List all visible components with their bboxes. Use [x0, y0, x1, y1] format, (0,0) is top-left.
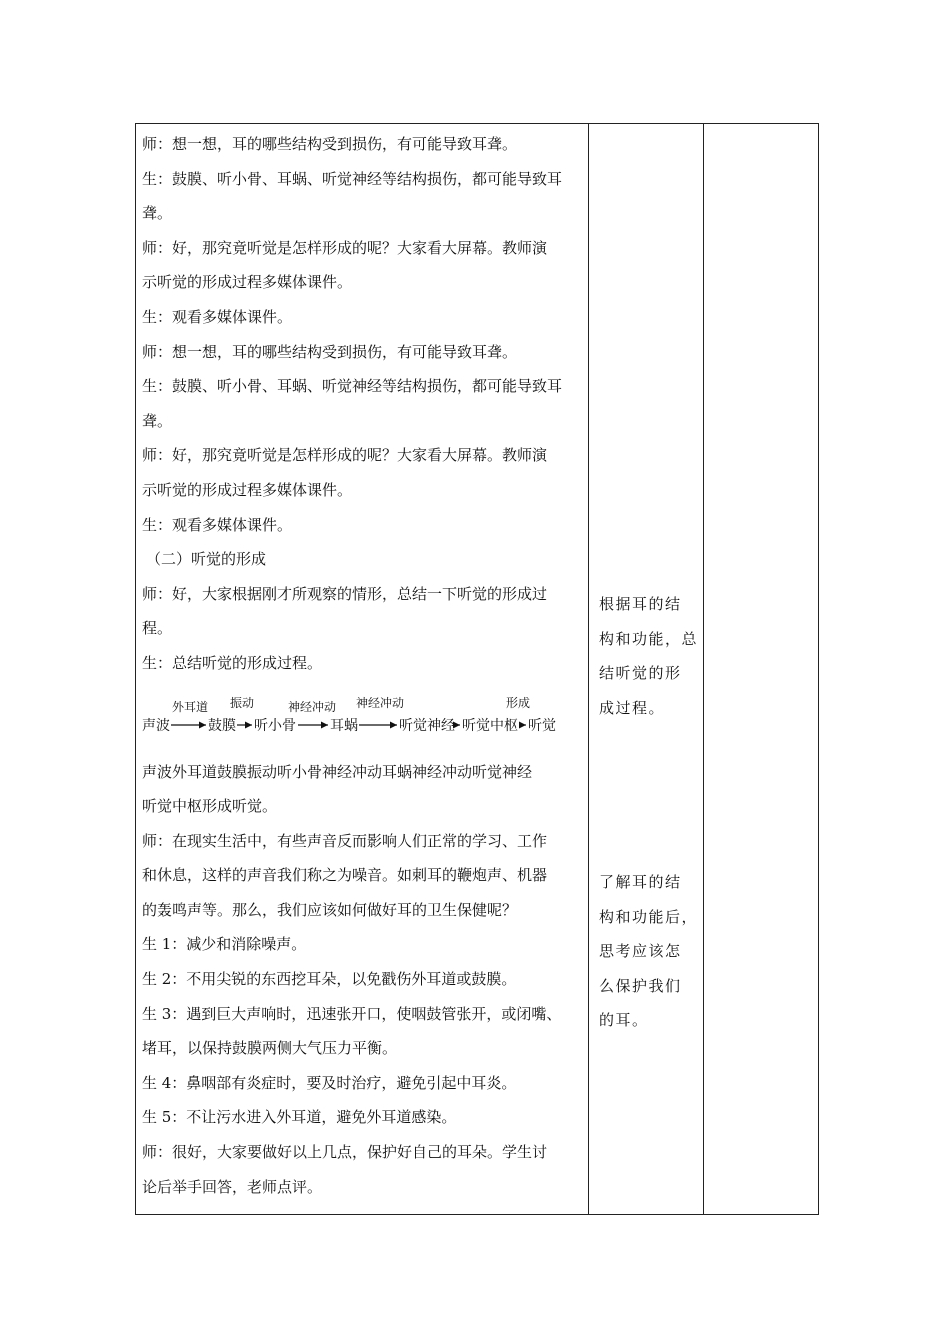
hearing-formation-flow-diagram — [142, 681, 587, 755]
note-line: 么保护我们 — [599, 976, 682, 995]
text-line: 听觉中枢形成听觉。 — [142, 797, 278, 816]
note-line: 结听觉的形 — [599, 664, 682, 683]
text-line: 师：很好，大家要做好以上几点，保护好自己的耳朵。学生讨 — [142, 1143, 548, 1162]
note-line: 了解耳的结 — [599, 873, 682, 891]
text-line: 生 4：鼻咽部有炎症时，要及时治疗，避免引起中耳炎。 — [142, 1073, 517, 1092]
text-line: 师：想一想，耳的哪些结构受到损伤，有可能导致耳聋。 — [142, 342, 518, 361]
column-divider-1 — [588, 124, 589, 1214]
lesson-table — [135, 123, 819, 1215]
flow-node: 声波 — [142, 717, 170, 734]
flow-arrow-label: 外耳道 — [172, 699, 209, 714]
teaching-process-column — [142, 127, 587, 1204]
text-line: 论后举手回答，老师点评。 — [142, 1177, 323, 1196]
text-line: 的轰鸣声等。那么，我们应该如何做好耳的卫生保健呢？ — [142, 900, 518, 919]
flow-node: 鼓膜 — [208, 717, 236, 734]
note-line: 根据耳的结 — [599, 595, 682, 613]
text-line: 师：好，大家根据刚才所观察的情形，总结一下听觉的形成过 — [142, 584, 548, 603]
text-line: 生 3：遇到巨大声响时，迅速张开口，使咽鼓管张开，或闭嘴、 — [142, 1004, 562, 1023]
text-line: 声波外耳道鼓膜振动听小骨神经冲动耳蜗神经冲动听觉神经 — [142, 762, 533, 781]
note-line: 成过程。 — [599, 698, 666, 717]
flow-node: 耳蜗 — [330, 717, 358, 734]
text-line: 和休息，这样的声音我们称之为噪音。如刺耳的鞭炮声、机器 — [142, 866, 548, 885]
text-line: 生：观看多媒体课件。 — [142, 307, 293, 326]
note-line: 思考应该怎 — [599, 942, 682, 961]
note-line: 构和功能后， — [599, 907, 699, 926]
text-line: 示听觉的形成过程多媒体课件。 — [142, 273, 353, 292]
flow-node: 听觉中枢 — [462, 717, 518, 734]
text-line: 聋。 — [142, 411, 173, 430]
text-line: 生：总结听觉的形成过程。 — [142, 653, 323, 672]
text-line: 生 5：不让污水进入外耳道，避免外耳道感染。 — [142, 1108, 457, 1127]
flow-arrow-label: 形成 — [506, 695, 531, 710]
flow-node: 听小骨 — [254, 717, 296, 734]
design-intent-note-1 — [599, 587, 705, 725]
text-line: 师：好，那究竟听觉是怎样形成的呢？大家看大屏幕。教师演 — [142, 446, 548, 465]
text-line: 生：鼓膜、听小骨、耳蜗、听觉神经等结构损伤，都可能导致耳 — [142, 169, 563, 188]
section-heading: （二）听觉的形成 — [146, 550, 267, 569]
text-line: 生 1：减少和消除噪声。 — [142, 935, 307, 954]
text-line: 师：好，那究竟听觉是怎样形成的呢？大家看大屏幕。教师演 — [142, 238, 548, 257]
text-line: 生 2：不用尖锐的东西挖耳朵，以免戳伤外耳道或鼓膜。 — [142, 970, 517, 989]
text-line: 示听觉的形成过程多媒体课件。 — [142, 480, 353, 499]
design-intent-note-2 — [599, 865, 705, 1038]
note-line: 构和功能，总 — [599, 629, 699, 648]
flow-arrow-label: 振动 — [230, 695, 255, 710]
text-line: 生：鼓膜、听小骨、耳蜗、听觉神经等结构损伤，都可能导致耳 — [142, 377, 563, 396]
text-line: 聋。 — [142, 204, 173, 223]
flow-arrow-label: 神经冲动 — [356, 695, 405, 710]
text-line: 师：在现实生活中，有些声音反而影响人们正常的学习、工作 — [142, 831, 548, 850]
text-line: 程。 — [142, 619, 173, 638]
flow-arrow-label: 神经冲动 — [288, 699, 337, 714]
text-line: 堵耳，以保持鼓膜两侧大气压力平衡。 — [142, 1039, 398, 1058]
note-line: 的耳。 — [599, 1011, 649, 1030]
flow-node: 听觉 — [528, 717, 556, 734]
text-line: 生：观看多媒体课件。 — [142, 515, 293, 534]
text-line: 师：想一想，耳的哪些结构受到损伤，有可能导致耳聋。 — [142, 135, 518, 153]
flow-node: 听觉神经 — [399, 717, 455, 734]
